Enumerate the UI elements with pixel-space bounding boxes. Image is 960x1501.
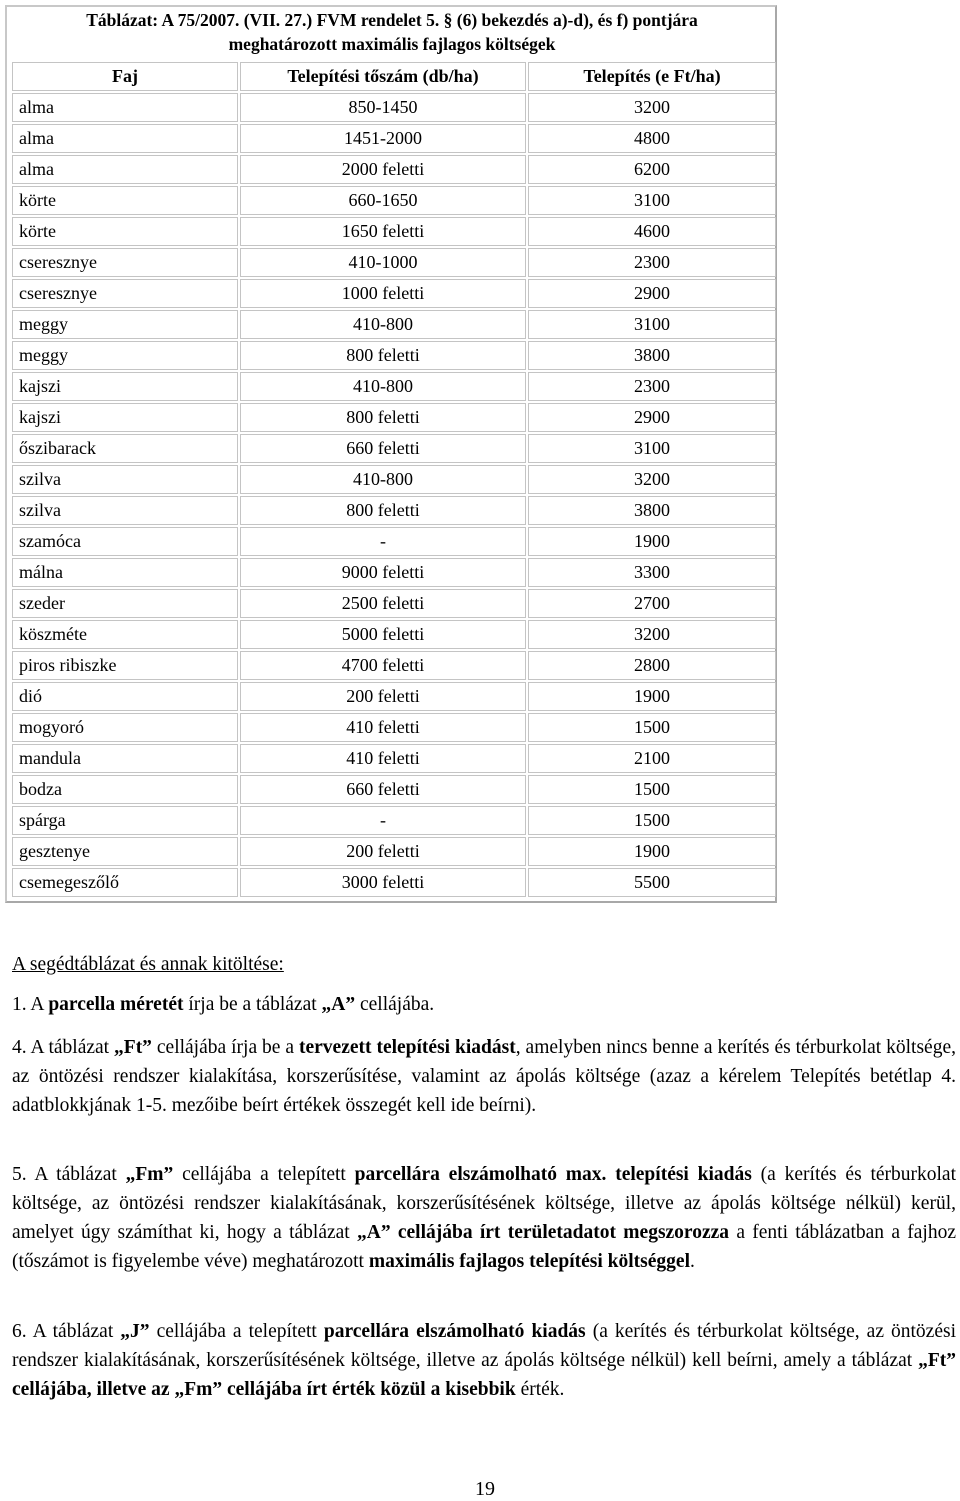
table-row [12,124,776,153]
cell-toszam: 800 feletti [240,341,526,370]
p1-bold-d: „A” [321,994,356,1015]
cell-telepites: 3100 [528,310,776,339]
p5-text-g: a fenti táblázatban a fajhoz (tőszámot is figyelembe véve) meghatározott [12,1222,956,1272]
p1-text-e: cellájába. [355,994,435,1015]
cell-telepites: 3200 [528,465,776,494]
table-row [12,434,776,463]
cell-telepites: 3800 [528,496,776,525]
cell-toszam: 800 feletti [240,496,526,525]
table-row [12,93,776,122]
cell-faj: cseresznye [12,248,238,277]
table-row [12,279,776,308]
cell-toszam: 1451-2000 [240,124,526,153]
cell-telepites: 1500 [528,806,776,835]
cell-telepites: 4800 [528,124,776,153]
cell-toszam: 800 feletti [240,403,526,432]
table-title-line1: Táblázat: A 75/2007. (VII. 27.) FVM rendelet 5. § (6) bekezdés a)-d), és f) pontjára [86,10,698,30]
table-row [12,465,776,494]
table-row [12,155,776,184]
cell-toszam: 1000 feletti [240,279,526,308]
cell-faj: piros ribiszke [12,651,238,680]
cell-telepites: 6200 [528,155,776,184]
cell-telepites: 3200 [528,620,776,649]
table-row [12,248,776,277]
table-row [12,713,776,742]
paragraph-5 [12,1160,956,1276]
table-row [12,372,776,401]
cell-faj: málna [12,558,238,587]
paragraph-1 [12,990,956,1019]
cell-telepites: 1500 [528,713,776,742]
p6-bold-b: „J” [120,1321,150,1342]
cell-toszam: 410 feletti [240,744,526,773]
table-row [12,806,776,835]
table-row [12,651,776,680]
cell-faj: gesztenye [12,837,238,866]
cell-toszam: 4700 feletti [240,651,526,680]
cell-toszam: 850-1450 [240,93,526,122]
cell-faj: spárga [12,806,238,835]
p6-bold-f: „Ft” cellájába, illetve az „Fm” cellájába írt érték közül a kisebbik [12,1350,956,1400]
cell-toszam: 410 feletti [240,713,526,742]
p6-text-c: cellájába a telepített [149,1321,324,1342]
table-header-row [12,62,776,91]
cell-faj: körte [12,186,238,215]
cell-telepites: 3200 [528,93,776,122]
cell-telepites: 3800 [528,341,776,370]
table-row [12,341,776,370]
table-title [7,8,777,56]
header-telepites: Telepítés (e Ft/ha) [528,62,776,91]
section-heading: A segédtáblázat és annak kitöltése: [12,954,284,975]
table-row [12,682,776,711]
cell-telepites: 1900 [528,682,776,711]
cell-telepites: 4600 [528,217,776,246]
cell-toszam: 1650 feletti [240,217,526,246]
cell-toszam: 3000 feletti [240,868,526,897]
cell-faj: őszibarack [12,434,238,463]
p5-text-i: . [690,1251,695,1272]
cell-faj: kajszi [12,403,238,432]
cell-faj: mogyoró [12,713,238,742]
cell-faj: csemegeszőlő [12,868,238,897]
cell-faj: bodza [12,775,238,804]
table-row [12,558,776,587]
cell-faj: alma [12,155,238,184]
cell-faj: meggy [12,341,238,370]
cell-faj: cseresznye [12,279,238,308]
cell-telepites: 1900 [528,837,776,866]
p5-bold-d: parcellára elszámolható max. telepítési kiadás [354,1164,752,1185]
table-title-line2: meghatározott maximális fajlagos költségek [228,34,556,54]
table-row [12,527,776,556]
cell-telepites: 2700 [528,589,776,618]
p6-bold-d: parcellára elszámolható kiadás [323,1321,586,1342]
cell-toszam: - [240,527,526,556]
p1-text-a: 1. A [12,994,49,1015]
table-row [12,186,776,215]
cell-toszam: - [240,806,526,835]
table-row [12,310,776,339]
header-faj: Faj [12,62,238,91]
p6-text-e: (a kerítés és térburkolat költsége, az öntözési rendszer kialakításának, korszerűsítésének költsége, illetve az ápolás költsége nélkül) kell beírni, amely a táblázat [12,1321,956,1371]
p6-text-g: érték. [515,1379,565,1400]
p4-text-c: cellájába írja be a [151,1037,299,1058]
cell-faj: szeder [12,589,238,618]
cell-telepites: 2900 [528,403,776,432]
p5-text-e: (a kerítés és térburkolat költsége, az öntözési rendszer kialakításának, korszerűsítésének költsége, illetve az ápolás költsége nélkül) kerül, amelyet úgy számíthat ki, hogy a táblázat [12,1164,957,1243]
cell-toszam: 200 feletti [240,682,526,711]
cell-toszam: 410-800 [240,465,526,494]
cell-toszam: 660-1650 [240,186,526,215]
cell-telepites: 2800 [528,651,776,680]
cell-telepites: 5500 [528,868,776,897]
table-row [12,403,776,432]
cell-faj: dió [12,682,238,711]
cell-toszam: 660 feletti [240,434,526,463]
cell-telepites: 3100 [528,186,776,215]
table-row [12,217,776,246]
cell-toszam: 410-800 [240,372,526,401]
cell-telepites: 3100 [528,434,776,463]
paragraph-4 [12,1033,956,1120]
table-row [12,775,776,804]
cell-faj: mandula [12,744,238,773]
p4-bold-d: tervezett telepítési kiadást [299,1037,516,1058]
table-row [12,868,776,897]
header-toszam: Telepítési tőszám (db/ha) [240,62,526,91]
p5-bold-b: „Fm” [125,1164,174,1185]
cell-faj: kajszi [12,372,238,401]
cell-toszam: 410-1000 [240,248,526,277]
p4-text-a: 4. A táblázat [12,1037,115,1058]
page-number: 19 [475,1478,495,1500]
table-row [12,496,776,525]
cell-faj: szamóca [12,527,238,556]
cell-faj: alma [12,93,238,122]
cell-toszam: 2000 feletti [240,155,526,184]
p5-bold-h: maximális fajlagos telepítési költséggel [368,1251,690,1272]
cell-telepites: 3300 [528,558,776,587]
cost-table [10,60,778,899]
p4-bold-b: „Ft” [114,1037,152,1058]
p1-bold-b: parcella méretét [48,994,184,1015]
cell-telepites: 1500 [528,775,776,804]
cell-faj: szilva [12,465,238,494]
cell-telepites: 2900 [528,279,776,308]
cell-toszam: 660 feletti [240,775,526,804]
cell-faj: meggy [12,310,238,339]
cell-telepites: 2100 [528,744,776,773]
p5-text-a: 5. A táblázat [12,1164,126,1185]
paragraph-6 [12,1317,956,1404]
p4-text-e: , amelyben nincs benne a kerítés és térburkolat költsége, az öntözési rendszer kialakítása, korszerűsítése, valamint az ápolás költsége (azaz a kérelem Telepítés betétlap 4. adatblokkjának 1-5. mezőibe beírt értékek összegét kell ide beírni). [12,1037,956,1116]
table-row [12,620,776,649]
cell-toszam: 410-800 [240,310,526,339]
cell-telepites: 1900 [528,527,776,556]
p5-text-c: cellájába a telepített [173,1164,355,1185]
cell-telepites: 2300 [528,372,776,401]
p5-bold-f: „A” cellájába írt területadatot megszorozza [356,1222,730,1243]
table-row [12,837,776,866]
cell-faj: köszméte [12,620,238,649]
table-row [12,744,776,773]
cell-faj: alma [12,124,238,153]
cell-faj: körte [12,217,238,246]
cell-faj: szilva [12,496,238,525]
cell-toszam: 9000 feletti [240,558,526,587]
cell-toszam: 2500 feletti [240,589,526,618]
cell-toszam: 5000 feletti [240,620,526,649]
p1-text-c: írja be a táblázat [183,994,322,1015]
table-row [12,589,776,618]
cell-telepites: 2300 [528,248,776,277]
p6-text-a: 6. A táblázat [12,1321,121,1342]
cell-toszam: 200 feletti [240,837,526,866]
